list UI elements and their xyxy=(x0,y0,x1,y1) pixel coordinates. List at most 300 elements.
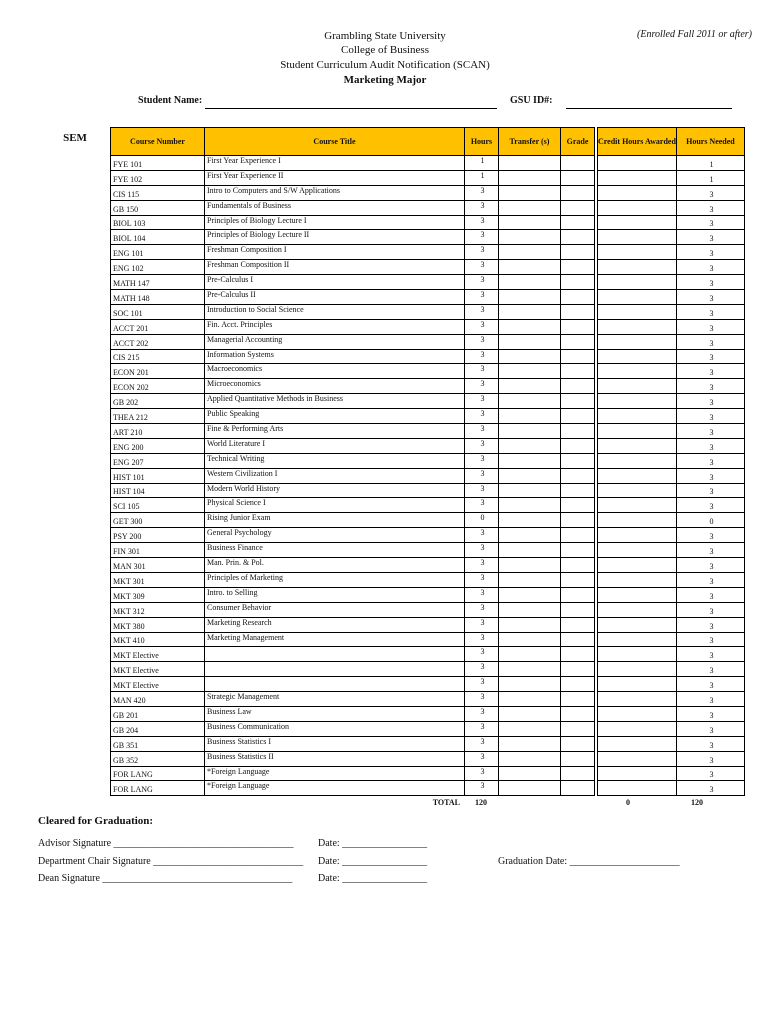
credit-awarded-cell[interactable] xyxy=(598,498,677,513)
credit-awarded-cell[interactable] xyxy=(598,394,677,409)
course-number: FYE 101 xyxy=(111,156,205,171)
course-title: Applied Quantitative Methods in Business xyxy=(205,394,465,409)
grade-cell[interactable] xyxy=(561,528,595,543)
table-row xyxy=(111,319,745,334)
transfer-cell[interactable] xyxy=(499,781,561,796)
gsu-id-label: GSU ID#: xyxy=(510,95,553,106)
course-number: MKT Elective xyxy=(111,677,205,692)
course-hours: 3 xyxy=(465,260,499,275)
table-row xyxy=(111,185,745,200)
hours-needed: 1 xyxy=(676,156,744,171)
hours-needed: 3 xyxy=(676,692,744,707)
table-row xyxy=(111,215,745,230)
grade-cell[interactable] xyxy=(561,677,595,692)
transfer-cell[interactable] xyxy=(499,602,561,617)
col-hours-needed: Hours Needed xyxy=(676,128,744,156)
course-number: GB 150 xyxy=(111,200,205,215)
course-title: Intro. to Selling xyxy=(205,587,465,602)
hours-needed: 3 xyxy=(676,424,744,439)
transfer-cell[interactable] xyxy=(499,379,561,394)
transfer-cell[interactable] xyxy=(499,260,561,275)
transfer-cell[interactable] xyxy=(499,468,561,483)
transfer-cell[interactable] xyxy=(499,543,561,558)
total-hours: 120 xyxy=(475,798,487,807)
dean-signature-line[interactable]: Dean Signature ______________________________________ xyxy=(38,873,293,884)
grade-cell[interactable] xyxy=(561,602,595,617)
course-number: MATH 147 xyxy=(111,275,205,290)
hours-needed: 0 xyxy=(676,513,744,528)
hours-needed: 3 xyxy=(676,215,744,230)
course-hours: 1 xyxy=(465,156,499,171)
course-title: Man. Prin. & Pol. xyxy=(205,558,465,573)
hours-needed: 3 xyxy=(676,379,744,394)
grade-cell[interactable] xyxy=(561,751,595,766)
course-hours: 3 xyxy=(465,185,499,200)
table-row xyxy=(111,200,745,215)
hours-needed: 3 xyxy=(676,319,744,334)
grade-cell[interactable] xyxy=(561,334,595,349)
grade-cell[interactable] xyxy=(561,156,595,171)
grade-cell[interactable] xyxy=(561,438,595,453)
credit-awarded-cell[interactable] xyxy=(598,736,677,751)
table-row xyxy=(111,543,745,558)
course-number: GB 202 xyxy=(111,394,205,409)
course-title: First Year Experience II xyxy=(205,170,465,185)
course-number: GET 300 xyxy=(111,513,205,528)
course-hours: 3 xyxy=(465,349,499,364)
course-number: BIOL 103 xyxy=(111,215,205,230)
transfer-cell[interactable] xyxy=(499,156,561,171)
dean-date-line[interactable]: Date: _________________ xyxy=(318,873,428,884)
table-row xyxy=(111,558,745,573)
course-title: Strategic Management xyxy=(205,692,465,707)
course-number: ACCT 201 xyxy=(111,319,205,334)
transfer-cell[interactable] xyxy=(499,215,561,230)
course-title: Principles of Marketing xyxy=(205,572,465,587)
course-hours: 3 xyxy=(465,692,499,707)
course-title: Managerial Accounting xyxy=(205,334,465,349)
hours-needed: 3 xyxy=(676,602,744,617)
table-row xyxy=(111,647,745,662)
course-number: CIS 215 xyxy=(111,349,205,364)
transfer-cell[interactable] xyxy=(499,513,561,528)
transfer-cell[interactable] xyxy=(499,558,561,573)
table-row xyxy=(111,751,745,766)
grade-cell[interactable] xyxy=(561,170,595,185)
transfer-cell[interactable] xyxy=(499,498,561,513)
table-row xyxy=(111,483,745,498)
transfer-cell[interactable] xyxy=(499,424,561,439)
credit-awarded-cell[interactable] xyxy=(598,185,677,200)
credit-awarded-cell[interactable] xyxy=(598,558,677,573)
credit-awarded-cell[interactable] xyxy=(598,632,677,647)
credit-awarded-cell[interactable] xyxy=(598,766,677,781)
credit-awarded-cell[interactable] xyxy=(598,260,677,275)
grade-cell[interactable] xyxy=(561,706,595,721)
course-number: SCI 105 xyxy=(111,498,205,513)
grade-cell[interactable] xyxy=(561,424,595,439)
grade-cell[interactable] xyxy=(561,230,595,245)
course-number: ENG 200 xyxy=(111,438,205,453)
student-name-field[interactable] xyxy=(205,108,497,109)
grade-cell[interactable] xyxy=(561,766,595,781)
course-title: Freshman Composition I xyxy=(205,245,465,260)
credit-awarded-cell[interactable] xyxy=(598,721,677,736)
hours-needed: 3 xyxy=(676,200,744,215)
table-row xyxy=(111,498,745,513)
transfer-cell[interactable] xyxy=(499,647,561,662)
hours-needed: 1 xyxy=(676,170,744,185)
course-number: HIST 101 xyxy=(111,468,205,483)
credit-awarded-cell[interactable] xyxy=(598,513,677,528)
course-title: Physical Science I xyxy=(205,498,465,513)
course-title: Business Law xyxy=(205,706,465,721)
grade-cell[interactable] xyxy=(561,394,595,409)
grade-cell[interactable] xyxy=(561,513,595,528)
course-title: World Literature I xyxy=(205,438,465,453)
table-row xyxy=(111,334,745,349)
table-row xyxy=(111,617,745,632)
table-row xyxy=(111,275,745,290)
credit-awarded-cell[interactable] xyxy=(598,170,677,185)
course-hours: 3 xyxy=(465,364,499,379)
grade-cell[interactable] xyxy=(561,319,595,334)
credit-awarded-cell[interactable] xyxy=(598,230,677,245)
course-title xyxy=(205,662,465,677)
grade-cell[interactable] xyxy=(561,185,595,200)
grade-cell[interactable] xyxy=(561,572,595,587)
gsu-id-field[interactable] xyxy=(566,108,732,109)
grade-cell[interactable] xyxy=(561,260,595,275)
transfer-cell[interactable] xyxy=(499,409,561,424)
credit-awarded-cell[interactable] xyxy=(598,453,677,468)
course-number: ART 210 xyxy=(111,424,205,439)
credit-awarded-cell[interactable] xyxy=(598,587,677,602)
course-hours: 3 xyxy=(465,394,499,409)
grade-cell[interactable] xyxy=(561,245,595,260)
transfer-cell[interactable] xyxy=(499,677,561,692)
hours-needed: 3 xyxy=(676,483,744,498)
transfer-cell[interactable] xyxy=(499,275,561,290)
grade-cell[interactable] xyxy=(561,647,595,662)
table-row xyxy=(111,587,745,602)
credit-awarded-cell[interactable] xyxy=(598,692,677,707)
course-number: FOR LANG xyxy=(111,766,205,781)
course-number: MKT Elective xyxy=(111,662,205,677)
hours-needed: 3 xyxy=(676,751,744,766)
total-hours-needed: 120 xyxy=(691,798,703,807)
course-number: HIST 104 xyxy=(111,483,205,498)
credit-awarded-cell[interactable] xyxy=(598,319,677,334)
grade-cell[interactable] xyxy=(561,543,595,558)
course-title: Pre-Calculus I xyxy=(205,275,465,290)
credit-awarded-cell[interactable] xyxy=(598,334,677,349)
dept-chair-date-line[interactable]: Date: _________________ xyxy=(318,856,428,867)
credit-awarded-cell[interactable] xyxy=(598,304,677,319)
transfer-cell[interactable] xyxy=(499,766,561,781)
transfer-cell[interactable] xyxy=(499,334,561,349)
table-row xyxy=(111,245,745,260)
course-hours: 3 xyxy=(465,736,499,751)
hours-needed: 3 xyxy=(676,781,744,796)
grade-cell[interactable] xyxy=(561,617,595,632)
grade-cell[interactable] xyxy=(561,453,595,468)
transfer-cell[interactable] xyxy=(499,617,561,632)
course-title: Technical Writing xyxy=(205,453,465,468)
transfer-cell[interactable] xyxy=(499,170,561,185)
table-row xyxy=(111,781,745,796)
course-number: FOR LANG xyxy=(111,781,205,796)
course-title: *Foreign Language xyxy=(205,781,465,796)
credit-awarded-cell[interactable] xyxy=(598,572,677,587)
credit-awarded-cell[interactable] xyxy=(598,468,677,483)
credit-awarded-cell[interactable] xyxy=(598,677,677,692)
grade-cell[interactable] xyxy=(561,290,595,305)
course-title: Introduction to Social Science xyxy=(205,304,465,319)
grade-cell[interactable] xyxy=(561,781,595,796)
course-title: Business Statistics II xyxy=(205,751,465,766)
course-number: ECON 202 xyxy=(111,379,205,394)
course-hours: 3 xyxy=(465,751,499,766)
transfer-cell[interactable] xyxy=(499,290,561,305)
table-row xyxy=(111,632,745,647)
course-number: MKT 380 xyxy=(111,617,205,632)
credit-awarded-cell[interactable] xyxy=(598,617,677,632)
hours-needed: 3 xyxy=(676,677,744,692)
col-course-number: Course Number xyxy=(111,128,205,156)
table-row xyxy=(111,379,745,394)
course-title: Business Finance xyxy=(205,543,465,558)
course-hours: 3 xyxy=(465,438,499,453)
course-hours: 3 xyxy=(465,468,499,483)
course-hours: 3 xyxy=(465,572,499,587)
total-credit-awarded: 0 xyxy=(626,798,630,807)
grade-cell[interactable] xyxy=(561,275,595,290)
grade-cell[interactable] xyxy=(561,558,595,573)
transfer-cell[interactable] xyxy=(499,230,561,245)
transfer-cell[interactable] xyxy=(499,572,561,587)
grade-cell[interactable] xyxy=(561,215,595,230)
table-row xyxy=(111,364,745,379)
table-row xyxy=(111,453,745,468)
hours-needed: 3 xyxy=(676,304,744,319)
hours-needed: 3 xyxy=(676,528,744,543)
enrolled-note: (Enrolled Fall 2011 or after) xyxy=(637,29,752,40)
table-row xyxy=(111,721,745,736)
form-title: Student Curriculum Audit Notification (SCAN) xyxy=(280,59,490,71)
grade-cell[interactable] xyxy=(561,721,595,736)
hours-needed: 3 xyxy=(676,185,744,200)
hours-needed: 3 xyxy=(676,706,744,721)
grade-cell[interactable] xyxy=(561,200,595,215)
credit-awarded-cell[interactable] xyxy=(598,483,677,498)
credit-awarded-cell[interactable] xyxy=(598,290,677,305)
course-title: Public Speaking xyxy=(205,409,465,424)
course-title: Rising Junior Exam xyxy=(205,513,465,528)
transfer-cell[interactable] xyxy=(499,394,561,409)
transfer-cell[interactable] xyxy=(499,319,561,334)
transfer-cell[interactable] xyxy=(499,364,561,379)
hours-needed: 3 xyxy=(676,632,744,647)
hours-needed: 3 xyxy=(676,572,744,587)
course-hours: 3 xyxy=(465,706,499,721)
course-title: Principles of Biology Lecture II xyxy=(205,230,465,245)
credit-awarded-cell[interactable] xyxy=(598,215,677,230)
course-title xyxy=(205,677,465,692)
grade-cell[interactable] xyxy=(561,692,595,707)
table-row xyxy=(111,424,745,439)
hours-needed: 3 xyxy=(676,468,744,483)
course-number: BIOL 104 xyxy=(111,230,205,245)
credit-awarded-cell[interactable] xyxy=(598,379,677,394)
credit-awarded-cell[interactable] xyxy=(598,438,677,453)
hours-needed: 3 xyxy=(676,766,744,781)
course-number: MKT 410 xyxy=(111,632,205,647)
transfer-cell[interactable] xyxy=(499,736,561,751)
course-title: Macroeconomics xyxy=(205,364,465,379)
total-label: TOTAL xyxy=(432,798,460,807)
table-row xyxy=(111,304,745,319)
transfer-cell[interactable] xyxy=(499,304,561,319)
credit-awarded-cell[interactable] xyxy=(598,349,677,364)
credit-awarded-cell[interactable] xyxy=(598,706,677,721)
credit-awarded-cell[interactable] xyxy=(598,543,677,558)
grade-cell[interactable] xyxy=(561,364,595,379)
transfer-cell[interactable] xyxy=(499,453,561,468)
hours-needed: 3 xyxy=(676,736,744,751)
transfer-cell[interactable] xyxy=(499,245,561,260)
credit-awarded-cell[interactable] xyxy=(598,409,677,424)
transfer-cell[interactable] xyxy=(499,721,561,736)
table-row xyxy=(111,156,745,171)
grade-cell[interactable] xyxy=(561,662,595,677)
grade-cell[interactable] xyxy=(561,379,595,394)
transfer-cell[interactable] xyxy=(499,200,561,215)
course-hours: 3 xyxy=(465,379,499,394)
course-number: GB 351 xyxy=(111,736,205,751)
hours-needed: 3 xyxy=(676,260,744,275)
credit-awarded-cell[interactable] xyxy=(598,662,677,677)
hours-needed: 3 xyxy=(676,245,744,260)
course-hours: 3 xyxy=(465,483,499,498)
course-hours: 3 xyxy=(465,319,499,334)
hours-needed: 3 xyxy=(676,290,744,305)
hours-needed: 3 xyxy=(676,543,744,558)
graduation-date-line[interactable]: Graduation Date: ______________________ xyxy=(498,856,680,867)
hours-needed: 3 xyxy=(676,721,744,736)
course-hours: 3 xyxy=(465,781,499,796)
course-hours: 3 xyxy=(465,558,499,573)
course-number: FIN 301 xyxy=(111,543,205,558)
course-title xyxy=(205,647,465,662)
course-number: ECON 201 xyxy=(111,364,205,379)
credit-awarded-cell[interactable] xyxy=(598,424,677,439)
credit-awarded-cell[interactable] xyxy=(598,275,677,290)
transfer-cell[interactable] xyxy=(499,349,561,364)
advisor-signature-line[interactable]: Advisor Signature ____________________________________ xyxy=(38,838,294,849)
credit-awarded-cell[interactable] xyxy=(598,364,677,379)
dept-chair-signature-line[interactable]: Department Chair Signature ______________________________ xyxy=(38,856,304,867)
advisor-date-line[interactable]: Date: _________________ xyxy=(318,838,428,849)
cleared-for-graduation-label: Cleared for Graduation: xyxy=(38,815,154,827)
course-title: Western Civilization I xyxy=(205,468,465,483)
hours-needed: 3 xyxy=(676,364,744,379)
course-number: ACCT 202 xyxy=(111,334,205,349)
course-number: ENG 207 xyxy=(111,453,205,468)
transfer-cell[interactable] xyxy=(499,692,561,707)
grade-cell[interactable] xyxy=(561,632,595,647)
transfer-cell[interactable] xyxy=(499,751,561,766)
credit-awarded-cell[interactable] xyxy=(598,528,677,543)
col-hours: Hours xyxy=(465,128,499,156)
table-row xyxy=(111,662,745,677)
credit-awarded-cell[interactable] xyxy=(598,245,677,260)
credit-awarded-cell[interactable] xyxy=(598,751,677,766)
curriculum-table xyxy=(110,127,745,796)
major-title: Marketing Major xyxy=(343,74,427,86)
grade-cell[interactable] xyxy=(561,498,595,513)
course-hours: 3 xyxy=(465,632,499,647)
col-credit-hours-awarded: Credit Hours Awarded xyxy=(598,128,677,156)
credit-awarded-cell[interactable] xyxy=(598,200,677,215)
course-hours: 0 xyxy=(465,513,499,528)
course-number: MKT 312 xyxy=(111,602,205,617)
table-row xyxy=(111,170,745,185)
credit-awarded-cell[interactable] xyxy=(598,602,677,617)
transfer-cell[interactable] xyxy=(499,438,561,453)
grade-cell[interactable] xyxy=(561,349,595,364)
table-row xyxy=(111,677,745,692)
transfer-cell[interactable] xyxy=(499,528,561,543)
grade-cell[interactable] xyxy=(561,304,595,319)
course-number: PSY 200 xyxy=(111,528,205,543)
course-title: Information Systems xyxy=(205,349,465,364)
college-name: College of Business xyxy=(341,44,429,56)
grade-cell[interactable] xyxy=(561,736,595,751)
table-row xyxy=(111,706,745,721)
course-hours: 3 xyxy=(465,766,499,781)
hours-needed: 3 xyxy=(676,498,744,513)
transfer-cell[interactable] xyxy=(499,185,561,200)
course-hours: 3 xyxy=(465,304,499,319)
credit-awarded-cell[interactable] xyxy=(598,156,677,171)
grade-cell[interactable] xyxy=(561,409,595,424)
course-hours: 3 xyxy=(465,498,499,513)
table-row xyxy=(111,409,745,424)
hours-needed: 3 xyxy=(676,662,744,677)
grade-cell[interactable] xyxy=(561,468,595,483)
course-hours: 3 xyxy=(465,200,499,215)
course-hours: 3 xyxy=(465,453,499,468)
transfer-cell[interactable] xyxy=(499,706,561,721)
credit-awarded-cell[interactable] xyxy=(598,647,677,662)
transfer-cell[interactable] xyxy=(499,587,561,602)
grade-cell[interactable] xyxy=(561,587,595,602)
table-row xyxy=(111,290,745,305)
course-hours: 3 xyxy=(465,290,499,305)
hours-needed: 3 xyxy=(676,453,744,468)
table-row xyxy=(111,766,745,781)
transfer-cell[interactable] xyxy=(499,662,561,677)
transfer-cell[interactable] xyxy=(499,483,561,498)
transfer-cell[interactable] xyxy=(499,632,561,647)
course-number: MKT Elective xyxy=(111,647,205,662)
grade-cell[interactable] xyxy=(561,483,595,498)
course-title: Marketing Management xyxy=(205,632,465,647)
credit-awarded-cell[interactable] xyxy=(598,781,677,796)
course-title: First Year Experience I xyxy=(205,156,465,171)
course-hours: 3 xyxy=(465,424,499,439)
